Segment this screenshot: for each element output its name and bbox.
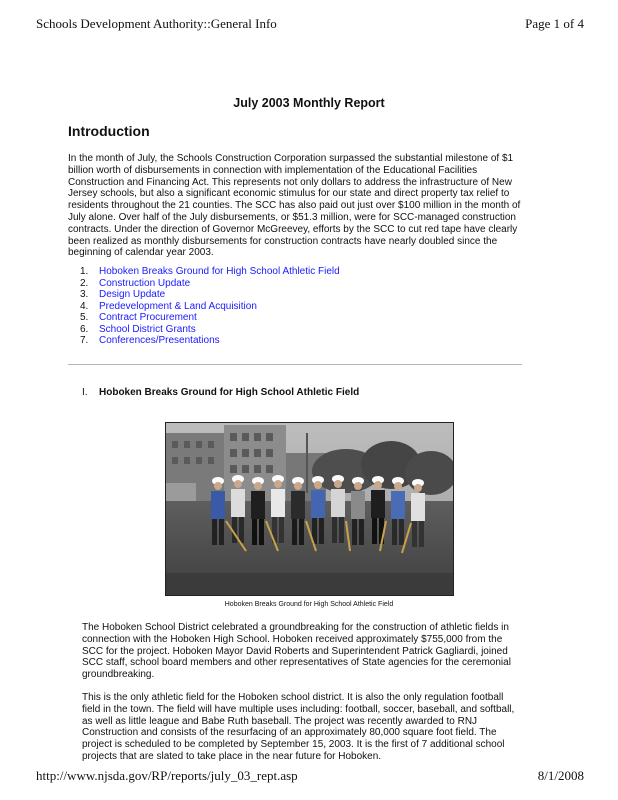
toc-link-predevelopment[interactable]: Predevelopment & Land Acquisition — [99, 300, 257, 312]
toc-link-design-update[interactable]: Design Update — [99, 289, 166, 300]
body-paragraph: This is the only athletic field for the Hoboken school district. It is also the only regulation football field in the town. The field will have multiple uses including: football, soccer, baseball, and softball, as well as little league and Babe Ruth baseball. The project was recently awarded to RNJ Construction and consists of the resurfacing of an approximately 80,000 square foot field. The project is scheduled to be completed by September 15, 2003. It is the first of 7 additional school projects that are slated to take place in the near future for Hoboken. — [82, 692, 515, 762]
body-paragraph: The Hoboken School District celebrated a groundbreaking for the construction of athletic fields in connection with the Hoboken High School. Hoboken received approximately $755,000 from the SCC for the project. Hoboken Mayor David Roberts and Superintendent Patrick Gagliardi, joined SCC staff, school board members and other representatives of State agencies for the ceremonial groundbreaking. — [82, 622, 511, 681]
toc-item — [68, 324, 340, 336]
toc-number: 4. — [80, 300, 89, 312]
print-footer-date: 8/1/2008 — [537, 768, 584, 783]
toc-link-construction-update[interactable]: Construction Update — [99, 277, 191, 289]
toc-item — [68, 335, 340, 347]
intro-paragraph: In the month of July, the Schools Construction Corporation surpassed the substantial milestone of $1 billion worth of disbursements in connection with implementation of the Educational Facilities Construction and Financing Act. This represents not only dollars to address the infrastructure of New Jersey schools, but also a significant economic stimulus for our state and direct property tax relief to residents throughout the 21 counties. The SCC has also paid out just over $100 million in the month of July alone. Over half of the July disbursements, or $51.3 million, were for SCC-managed construction contracts. Under the direction of Governor McGreevey, efforts by the SCC to cut red tape have clearly been realized as monthly disbursements for construction contracts have nearly doubled since the beginning of calendar year 2003. — [68, 153, 521, 259]
section-divider — [68, 364, 522, 365]
groundbreaking-photo — [165, 422, 454, 596]
toc-item — [68, 278, 340, 290]
intro-heading: Introduction — [68, 123, 150, 139]
print-header-page: Page 1 of 4 — [525, 16, 584, 31]
toc-number: 6. — [80, 323, 89, 335]
toc-number: 7. — [80, 335, 89, 346]
toc-item — [68, 266, 340, 278]
section-title: Hoboken Breaks Ground for High School Athletic Field — [99, 387, 360, 398]
toc-item — [68, 289, 340, 301]
print-footer-url: http://www.njsda.gov/RP/reports/july_03_rept.asp — [36, 768, 298, 783]
toc-item — [68, 312, 340, 324]
photo-caption: Hoboken Breaks Ground for High School Athletic Field — [224, 601, 394, 608]
toc-link-district-grants[interactable]: School District Grants — [99, 323, 196, 335]
toc-item — [68, 301, 340, 313]
toc-link-contract-procurement[interactable]: Contract Procurement — [99, 312, 197, 323]
toc-number: 3. — [80, 289, 89, 300]
photo-illustration — [166, 423, 453, 595]
toc-number: 1. — [80, 266, 89, 277]
toc-number: 5. — [80, 312, 89, 323]
table-of-contents — [68, 266, 340, 347]
report-title: July 2003 Monthly Report — [233, 96, 385, 110]
toc-link-hoboken[interactable]: Hoboken Breaks Ground for High School Athletic Field — [99, 266, 340, 277]
print-header-title: Schools Development Authority::General Info — [36, 16, 277, 31]
toc-link-conferences[interactable]: Conferences/Presentations — [99, 335, 220, 346]
section-number: I. — [82, 387, 88, 398]
toc-number: 2. — [80, 277, 89, 289]
